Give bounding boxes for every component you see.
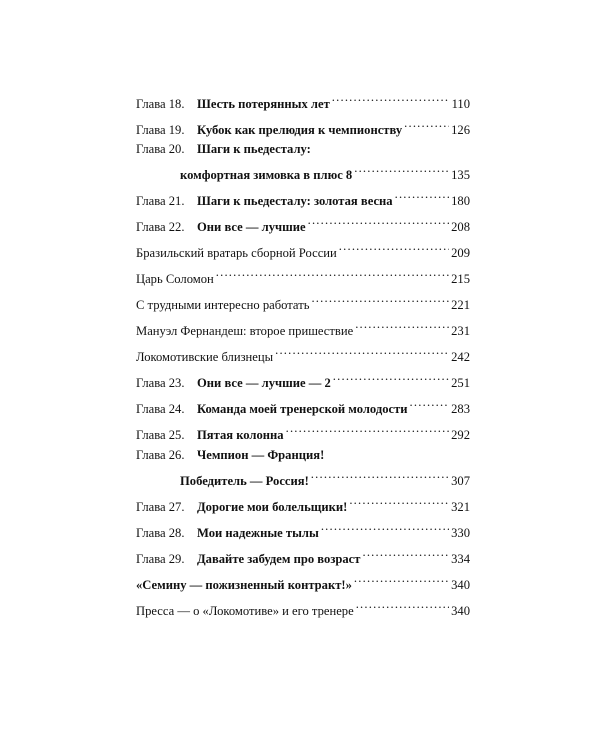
page-number: 126 xyxy=(451,122,470,137)
toc-entry xyxy=(136,420,470,446)
page-number: 292 xyxy=(451,428,470,442)
entry-title: «Семину — пожизненный контракт!» xyxy=(136,577,352,592)
dot-leader xyxy=(349,491,449,511)
chapter-number: Глава 21. xyxy=(136,194,185,208)
page-number: 334 xyxy=(451,551,470,566)
toc-entry xyxy=(136,342,470,368)
entry-title: Чемпион — Франция! xyxy=(197,447,325,462)
entry-title: Шаги к пьедесталу: xyxy=(197,142,311,156)
entry-title: Давайте забудем про возраст xyxy=(197,551,361,566)
page-number: 321 xyxy=(451,499,470,514)
toc-entry xyxy=(136,491,470,517)
page-number: 208 xyxy=(451,220,470,234)
toc-entry xyxy=(136,595,470,621)
toc-entry xyxy=(136,160,470,186)
page-number: 221 xyxy=(451,298,470,312)
chapter-number: Глава 24. xyxy=(136,402,185,416)
toc-entry xyxy=(136,517,470,543)
page-number: 135 xyxy=(451,168,470,182)
entry-title: С трудными интересно работать xyxy=(136,298,310,312)
entry-title: Шаги к пьедесталу: золотая весна xyxy=(197,194,393,208)
page-number: 180 xyxy=(451,194,470,208)
entry-title: комфортная зимовка в плюс 8 xyxy=(180,168,353,182)
entry-title: Пресса — о «Локомотиве» и его тренере xyxy=(136,603,354,618)
chapter-number: Глава 25. xyxy=(136,428,185,442)
toc-entry xyxy=(136,290,470,316)
toc-entry xyxy=(136,114,470,140)
page-number: 110 xyxy=(451,96,470,111)
dot-leader xyxy=(308,212,450,232)
toc-entry xyxy=(136,140,470,160)
chapter-number: Глава 18. xyxy=(136,96,185,111)
dot-leader xyxy=(362,543,449,563)
page-number: 209 xyxy=(451,246,470,260)
dot-leader xyxy=(311,290,449,310)
entry-title: Они все — лучшие — 2 xyxy=(197,376,331,390)
entry-title: Команда моей тренерской молодости xyxy=(197,402,408,416)
dot-leader xyxy=(339,238,449,258)
chapter-number: Глава 27. xyxy=(136,499,185,514)
toc-entry xyxy=(136,264,470,290)
dot-leader xyxy=(332,88,450,108)
dot-leader xyxy=(410,394,450,414)
page-number: 215 xyxy=(451,272,470,286)
page-number: 251 xyxy=(451,376,470,390)
page-number: 340 xyxy=(451,603,470,618)
dot-leader xyxy=(216,264,449,284)
dot-leader xyxy=(286,420,450,440)
chapter-number: Глава 19. xyxy=(136,122,185,137)
toc-entry xyxy=(136,212,470,238)
dot-leader xyxy=(354,160,449,180)
chapter-number: Глава 23. xyxy=(136,376,185,390)
entry-title: Мануэл Фернандеш: второе пришествие xyxy=(136,324,354,338)
page-number: 340 xyxy=(451,577,470,592)
toc-entry xyxy=(136,238,470,264)
dot-leader xyxy=(356,595,449,615)
dot-leader xyxy=(333,368,449,388)
page-number: 231 xyxy=(451,324,470,338)
toc-entry xyxy=(136,446,470,466)
page-number: 283 xyxy=(451,402,470,416)
dot-leader xyxy=(321,517,449,537)
toc-entry xyxy=(136,368,470,394)
toc-entry xyxy=(136,88,470,114)
chapter-number: Глава 20. xyxy=(136,142,185,156)
toc-entry xyxy=(136,316,470,342)
page-number: 330 xyxy=(451,525,470,540)
entry-title: Они все — лучшие xyxy=(197,220,306,234)
page-number: 307 xyxy=(451,473,470,488)
entry-title: Мои надежные тылы xyxy=(197,525,319,540)
entry-title: Дорогие мои болельщики! xyxy=(197,499,348,514)
toc-entry xyxy=(136,394,470,420)
chapter-number: Глава 26. xyxy=(136,447,185,462)
table-of-contents xyxy=(136,88,470,621)
entry-title: Бразильский вратарь сборной России xyxy=(136,246,337,260)
chapter-number: Глава 22. xyxy=(136,220,185,234)
entry-title: Кубок как прелюдия к чемпионству xyxy=(197,122,403,137)
chapter-number: Глава 29. xyxy=(136,551,185,566)
chapter-number: Глава 28. xyxy=(136,525,185,540)
entry-title: Победитель — Россия! xyxy=(180,473,309,488)
toc-entry xyxy=(136,543,470,569)
dot-leader xyxy=(355,316,449,336)
dot-leader xyxy=(275,342,449,362)
toc-entry xyxy=(136,186,470,212)
dot-leader xyxy=(404,114,449,134)
page-number: 242 xyxy=(451,350,470,364)
dot-leader xyxy=(354,569,449,589)
entry-title: Локомотивские близнецы xyxy=(136,350,274,364)
entry-title: Пятая колонна xyxy=(197,428,284,442)
toc-entry xyxy=(136,569,470,595)
dot-leader xyxy=(311,465,449,485)
toc-entry xyxy=(136,465,470,491)
dot-leader xyxy=(395,186,450,206)
entry-title: Царь Соломон xyxy=(136,272,214,286)
entry-title: Шесть потерянных лет xyxy=(197,96,330,111)
